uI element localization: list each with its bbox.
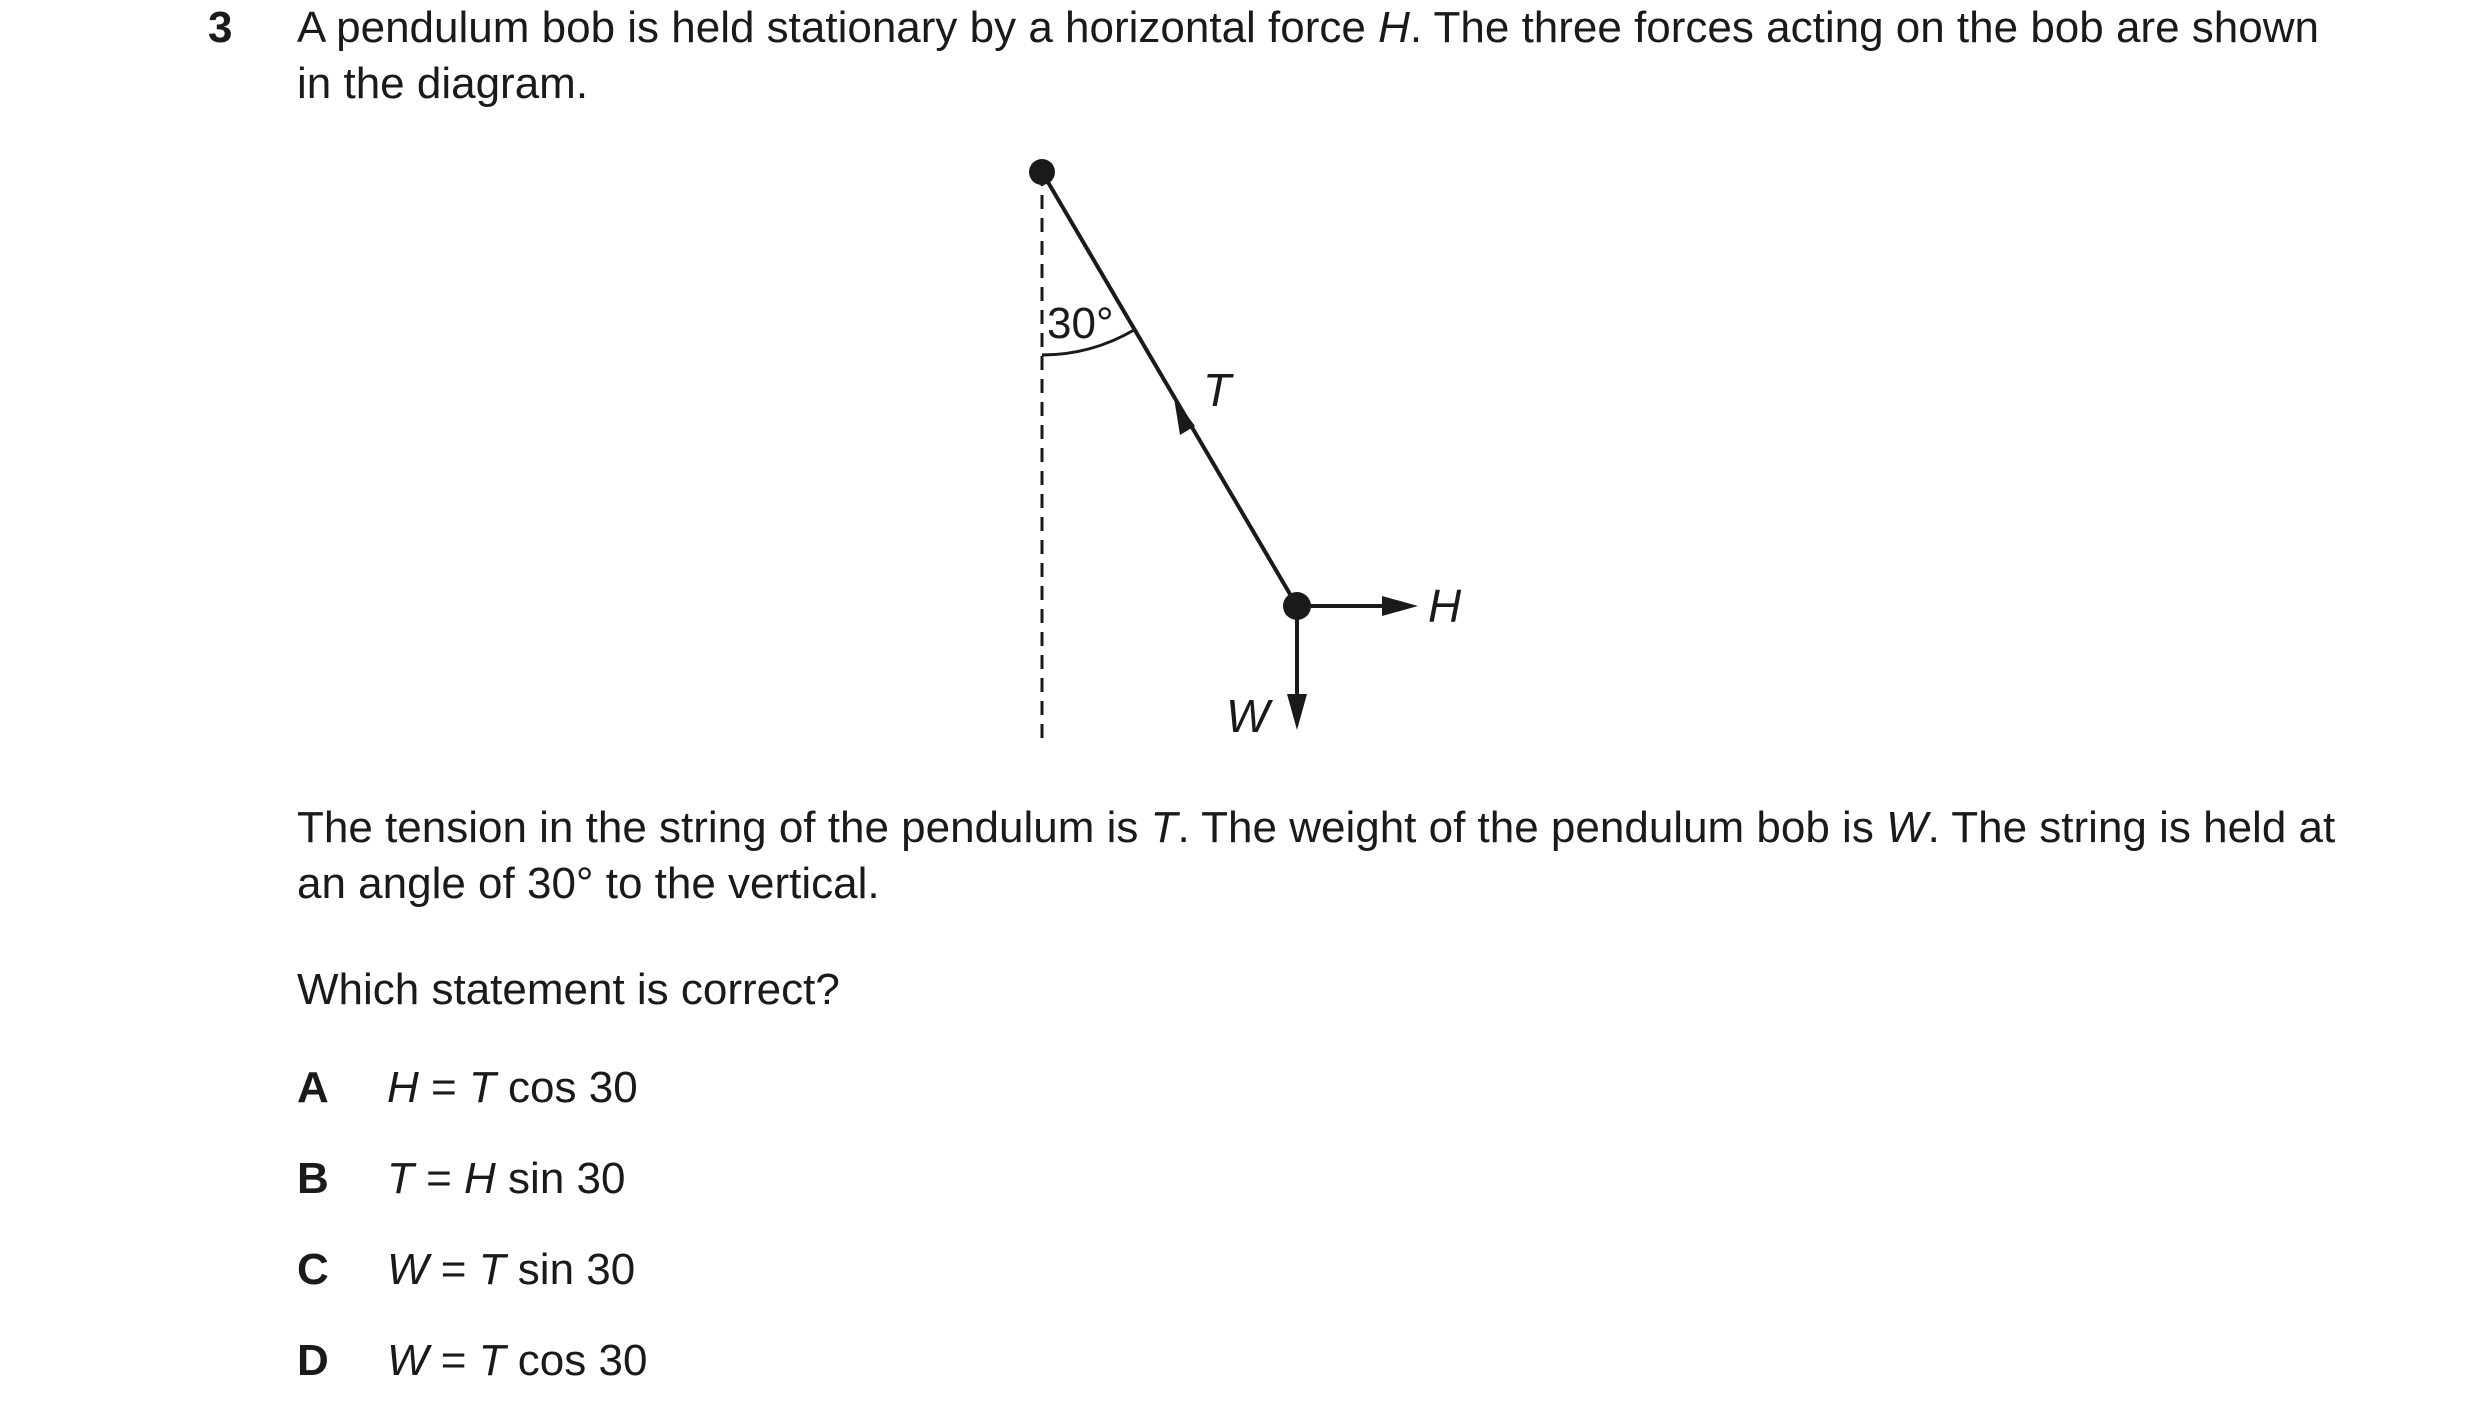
option-equals: = (413, 1154, 465, 1203)
tension-variable-t: T (1150, 803, 1178, 852)
weight-label: W (1226, 690, 1270, 742)
tension-variable-w: W (1886, 803, 1928, 852)
option-letter: A (297, 1063, 329, 1112)
option-lhs: W (387, 1336, 429, 1385)
option-c[interactable] (297, 1242, 635, 1298)
question-number: 3 (208, 3, 233, 52)
tension-label: T (1203, 364, 1232, 416)
horizontal-force-label: H (1428, 580, 1462, 632)
option-lhs: T (387, 1154, 414, 1203)
intro-variable-h: H (1378, 3, 1410, 52)
option-d[interactable] (297, 1333, 647, 1389)
question-prompt: Which statement is correct? (297, 965, 840, 1014)
option-function: cos 30 (505, 1336, 648, 1385)
pendulum-bob (1283, 592, 1311, 620)
pivot-point (1029, 159, 1055, 185)
option-function: sin 30 (505, 1245, 636, 1294)
option-variable: H (464, 1154, 496, 1203)
option-lhs: W (387, 1245, 429, 1294)
option-lhs: H (387, 1063, 419, 1112)
option-b[interactable] (297, 1151, 625, 1207)
option-letter: C (297, 1245, 329, 1294)
weight-arrowhead (1287, 694, 1307, 730)
pendulum-string (1042, 172, 1297, 606)
option-variable: T (478, 1245, 506, 1294)
angle-label: 30° (1047, 299, 1114, 348)
tension-text-1: The tension in the string of the pendulum is (297, 803, 1151, 852)
option-function: sin 30 (495, 1154, 626, 1203)
option-equals: = (428, 1336, 479, 1385)
intro-text-end: . The three forces acting on the bob are shown in the diagram. (297, 3, 2319, 108)
option-variable: T (468, 1063, 496, 1112)
option-equals: = (428, 1245, 479, 1294)
option-variable: T (478, 1336, 506, 1385)
option-equals: = (418, 1063, 469, 1112)
option-letter: D (297, 1336, 329, 1385)
option-a[interactable] (297, 1060, 638, 1116)
intro-text-start: A pendulum bob is held stationary by a horizontal force (297, 3, 1379, 52)
tension-paragraph (297, 800, 2337, 912)
tension-text-2: . The weight of the pendulum bob is (1177, 803, 1887, 852)
option-function: cos 30 (495, 1063, 638, 1112)
option-letter: B (297, 1154, 329, 1203)
horizontal-force-arrowhead (1382, 596, 1418, 616)
tension-text-3: . The string is held at an angle of 30° to the vertical. (297, 803, 2336, 908)
